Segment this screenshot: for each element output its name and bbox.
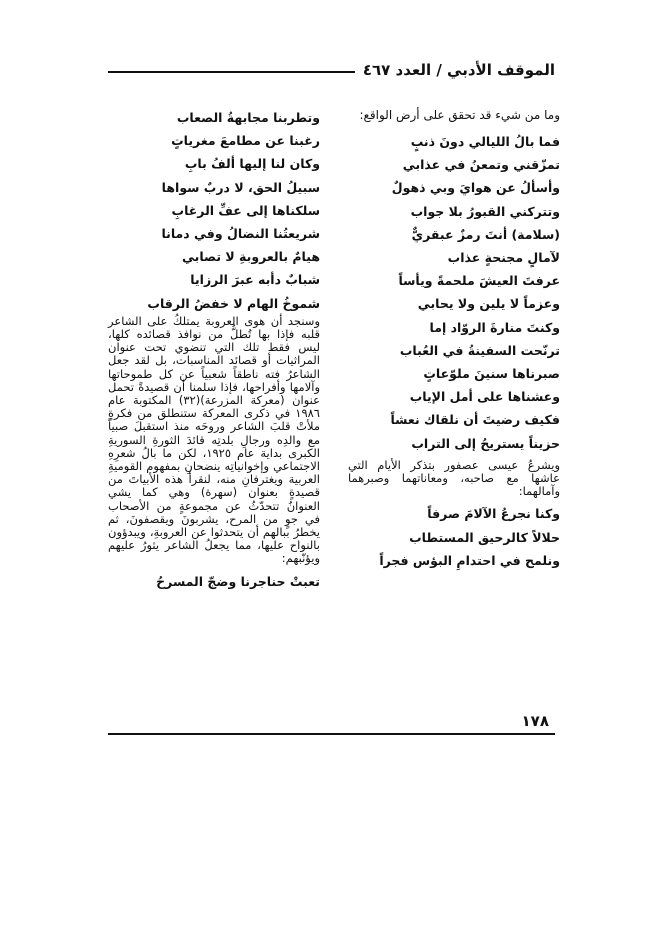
verse-line: هيامٌ بالعروبةِ لا تصابي	[182, 249, 320, 265]
prose-paragraph: وسنجد أن هوى العروبة يمتلكُ على الشاعر قلبه فإذا بها تُطلُّ من نوافذ قصائده كلها، ليس فقط تلك التي تنضوي تحت عنوان المراثيات أو قصائد المناسبات، بل لقد جعل الشاعرُ فته ناطقاً شعبياً عن كل طموحاتها وآلامها وأفراحها، فإذا سلمنا أن قصيدةً تحمل عنوان (معركة المزرعة)(٣٢) المكتوبة عام ١٩٨٦ في ذكرى المعركة ستنطلق من فكرةٍ ملأتْ قلبَ الشاعر وروحَه منذ استقبلَ صبياً مع والدِه ورجالِ بلدتِه قائدَ الثورةِ السوريةِ الكبرى بداية عام ١٩٢٥، لكن ما بالُ شعرِهِ الاجتماعي وإخوانياتِه ينضحانِ بمفهوم القوميةِ العربية ويغترفانِ منه، لنقرأ هذه الأبياتَ من قصيدةٍ بعنوان (سهرة) وهي كما يشي العنوانُ تتحدّثُ عن مجموعةٍ من الأصحاب في جوٍ من المرح، يشربونَ ويقصفونَ، ثم يخطرُ ببالهم أن يتحدثوا عن العروبةِ، ويبدؤون بالنواح عليها، مما يجعلُ الشاعر يثورُ عليهم ويؤنّبهم:	[108, 313, 320, 566]
text-columns	[108, 106, 560, 686]
footer-rule	[108, 733, 555, 735]
verse-line: وكان لنا إليها ألفُ بابِ	[184, 156, 320, 172]
verse-line: وأسألُ عن هوايَ وبي ذهولٌ	[391, 180, 560, 196]
prose-paragraph: ويشرعُ عيسى عصفور بتذكر الأيام التي عاشها مع صاحبه، ومعاناتهما وصبرهما وآمالهما:	[348, 457, 560, 499]
verse-line: ونلمح في احتدامِ البؤس فجراً	[379, 552, 560, 568]
page-header	[108, 58, 555, 82]
verse-line: فكيف رضيتَ أن نلقاك نعشاً	[390, 412, 560, 428]
verse-line: تعبتْ حناجرنا وضجّ المسرحُ	[156, 573, 320, 589]
verse-line: وتطربنا مجابهةُ الصعاب	[176, 110, 320, 125]
verse-line: (سلامة) أنتَ رمزٌ عبقريٌّ	[411, 226, 560, 242]
left-column	[108, 106, 320, 593]
verse-line: وعزماً لا يلين ولا يحابي	[417, 296, 560, 312]
verse-line: صبرناها سنينَ ملوّعاتٍ	[423, 366, 560, 382]
verse-line: سبيلُ الحق، لا دربٌ سواها	[161, 179, 320, 195]
header-rule	[108, 71, 355, 73]
verse-line: سلكناها إلى عفِّ الرغابِ	[171, 202, 320, 218]
verse-line: وتتركني القبورُ بلا جواب	[410, 203, 560, 219]
page-footer	[108, 712, 555, 735]
verse-line: وعشناها على أمل الإياب	[409, 389, 560, 405]
verse-line: رغبنا عن مطامعَ مغرياتٍ	[171, 133, 320, 149]
verse-line: حلالاً كالرحيق المستطاب	[409, 529, 560, 545]
verse-line: شريعتُنا النضالُ وفي دمانا	[161, 226, 320, 242]
verse-line: ترنّحت السفينةُ في العُباب	[399, 342, 560, 358]
journal-title: الموقف الأدبي / العدد ٤٦٧	[362, 61, 555, 79]
verse-line: لآمالٍ مجنحةٍ عذاب	[447, 250, 560, 266]
verse-line: وكنا نجرعُ الآلامَ صرفاً	[427, 506, 560, 522]
verse-line: وكنتَ منارةَ الروّاد إما	[429, 319, 560, 335]
verse-line: شبابٌ دأبه عبرَ الرزايا	[190, 272, 320, 288]
page-number: ١٧٨	[521, 712, 549, 730]
intro-text: وما من شيء قد تحقق على أرض الواقع:	[359, 108, 560, 122]
verse-line: شموخُ الهام لا خفضُ الرقاب	[147, 295, 320, 311]
verse-line: فما بالُ الليالي دونَ ذنبٍ	[410, 134, 560, 149]
verse-line: عرفتَ العيشَ ملحمةً ويأساً	[398, 273, 560, 289]
verse-line: تمزّقني وتمعنُ في عذابي	[402, 157, 560, 173]
verse-line: حزيناً يستريحُ إلى التراب	[411, 435, 560, 451]
right-column	[348, 106, 560, 572]
